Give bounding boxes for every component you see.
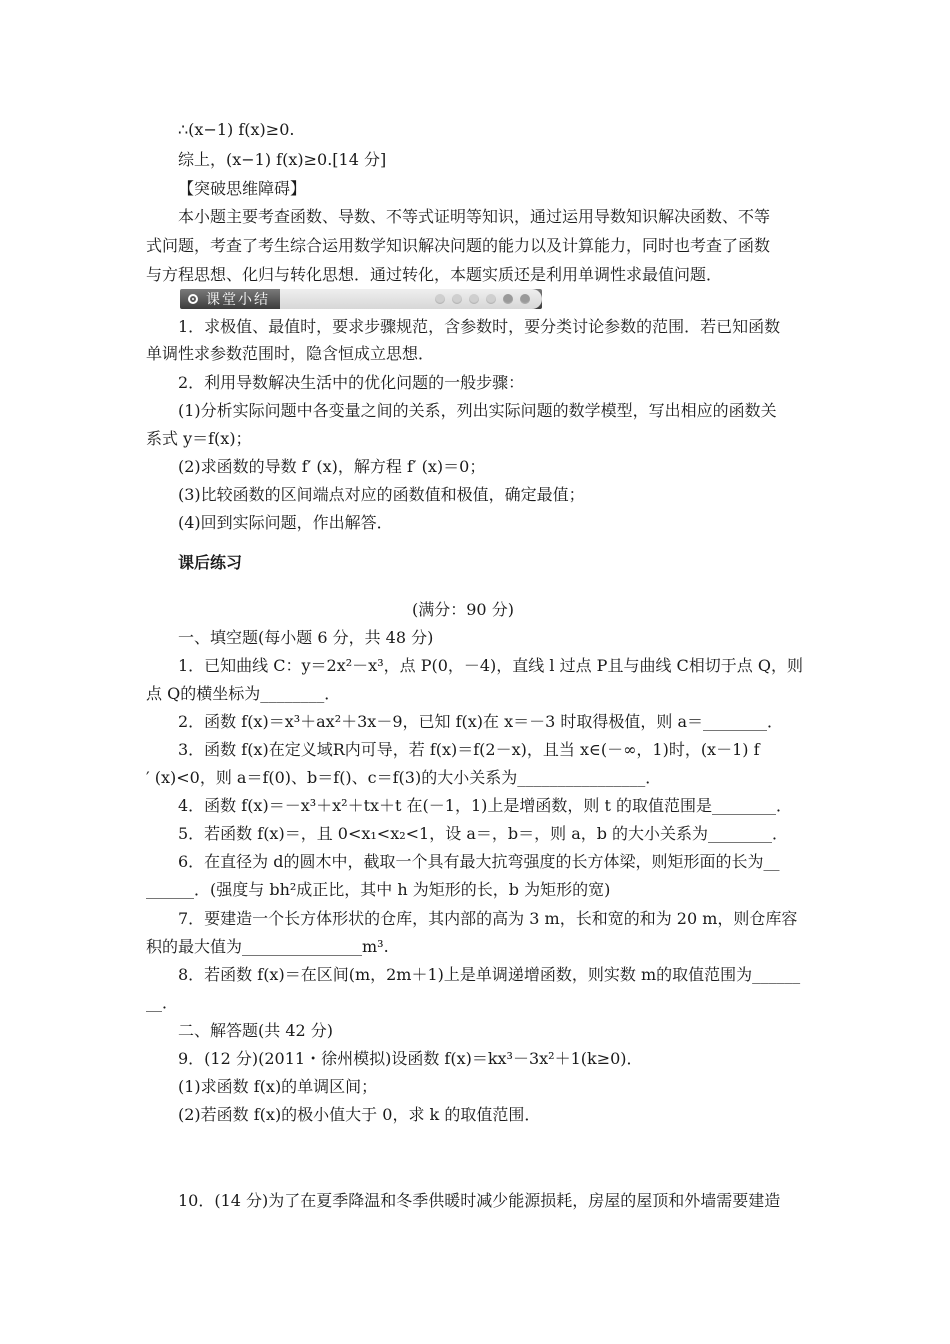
proof-line-1: ∴(x−1) f(x)≥0.	[178, 120, 295, 139]
question-10: 10．(14 分)为了在夏季降温和冬季供暖时减少能源损耗，房屋的屋顶和外墙需要建造	[178, 1191, 781, 1210]
banner-dot	[435, 294, 445, 304]
summary-step-4: (4)回到实际问题，作出解答．	[178, 513, 393, 532]
question-7-line-2: 积的最大值为_______________m³.	[146, 937, 389, 956]
question-5: 5．若函数 f(x)＝，且 0<x₁<x₂<1，设 a＝，b＝，则 a，b 的大小关系为________．	[178, 824, 789, 843]
question-2: 2．函数 f(x)＝x³＋ax²＋3x－9，已知 f(x)在 x＝－3 时取得极值，则 a＝________．	[178, 712, 784, 731]
insight-paragraph-line-2: 式问题，考查了考生综合运用数学知识解决问题的能力以及计算能力，同时也考查了函数	[146, 236, 771, 255]
banner-dot	[452, 294, 462, 304]
question-3-line-1: 3．函数 f(x)在定义域R内可导，若 f(x)＝f(2－x)，且当 x∈(－∞，1)时，(x－1) f	[178, 740, 760, 759]
question-9-part-2: (2)若函数 f(x)的极小值大于 0，求 k 的取值范围．	[178, 1105, 541, 1124]
banner-dot	[503, 294, 513, 304]
summary-step-2: (2)求函数的导数 f′ (x)，解方程 f′ (x)＝0；	[178, 457, 486, 476]
summary-step-3: (3)比较函数的区间端点对应的函数值和极值，确定最值；	[178, 485, 585, 504]
question-7-line-1: 7．要建造一个长方体形状的仓库，其内部的高为 3 m，长和宽的和为 20 m，则仓库容	[178, 909, 798, 928]
question-8-line-2: __．	[146, 993, 179, 1012]
section-answer-heading: 二、解答题(共 42 分)	[178, 1021, 334, 1040]
summary-banner	[180, 289, 542, 309]
banner-dot	[486, 294, 496, 304]
banner-dots	[435, 294, 530, 304]
summary-item-1-line-1: 1．求极值、最值时，要求步骤规范，含参数时，要分类讨论参数的范围．若已知函数	[178, 317, 781, 336]
target-icon	[188, 294, 198, 304]
summary-item-2: 2．利用导数解决生活中的优化问题的一般步骤：	[178, 373, 525, 392]
question-3-line-2: ′ (x)<0，则 a＝f(0)、b＝f()、c＝f(3)的大小关系为________________．	[146, 768, 662, 787]
banner-dot	[520, 294, 530, 304]
question-4: 4．函数 f(x)＝－x³＋x²＋tx＋t 在(－1，1)上是增函数，则 t 的取值范围是________．	[178, 796, 792, 815]
full-score: (满分：90 分)	[412, 600, 514, 619]
insight-paragraph-line-3: 与方程思想、化归与转化思想．通过转化，本题实质还是利用单调性求最值问题．	[146, 265, 723, 284]
proof-line-2: 综上，(x−1) f(x)≥0.[14 分]	[178, 150, 387, 169]
question-9-part-1: (1)求函数 f(x)的单调区间；	[178, 1077, 378, 1096]
exercise-heading: 课后练习	[178, 553, 243, 572]
summary-item-1-line-2: 单调性求参数范围时，隐含恒成立思想．	[146, 344, 435, 363]
question-6-line-1: 6．在直径为 d的圆木中，截取一个具有最大抗弯强度的长方体梁，则矩形面的长为__	[178, 852, 780, 871]
question-1-line-2: 点 Q的横坐标为________．	[146, 684, 341, 703]
section-fill-in-heading: 一、填空题(每小题 6 分，共 48 分)	[178, 628, 434, 647]
question-8-line-1: 8．若函数 f(x)＝在区间(m，2m＋1)上是单调递增函数，则实数 m的取值范围为______	[178, 965, 801, 984]
insight-heading: 【突破思维障碍】	[178, 179, 307, 198]
summary-step-1-line-1: (1)分析实际问题中各变量之间的关系，列出实际问题的数学模型，写出相应的函数关	[178, 401, 777, 420]
banner-dot	[469, 294, 479, 304]
question-9: 9．(12 分)(2011・徐州模拟)设函数 f(x)＝kx³－3x²＋1(k≥0)．	[178, 1049, 643, 1068]
summary-banner-title: 课堂小结	[206, 292, 270, 308]
insight-paragraph-line-1: 本小题主要考查函数、导数、不等式证明等知识，通过运用导数知识解决函数、不等	[178, 207, 771, 226]
banner-tail	[280, 289, 542, 309]
summary-step-1-line-2: 系式 y＝f(x)；	[146, 429, 252, 448]
question-1-line-1: 1．已知曲线 C：y＝2x²－x³，点 P(0，－4)，直线 l 过点 P且与曲线 C相切于点 Q，则	[178, 656, 803, 675]
question-6-line-2: ______．(强度与 bh²成正比，其中 h 为矩形的长，b 为矩形的宽)	[146, 880, 611, 899]
